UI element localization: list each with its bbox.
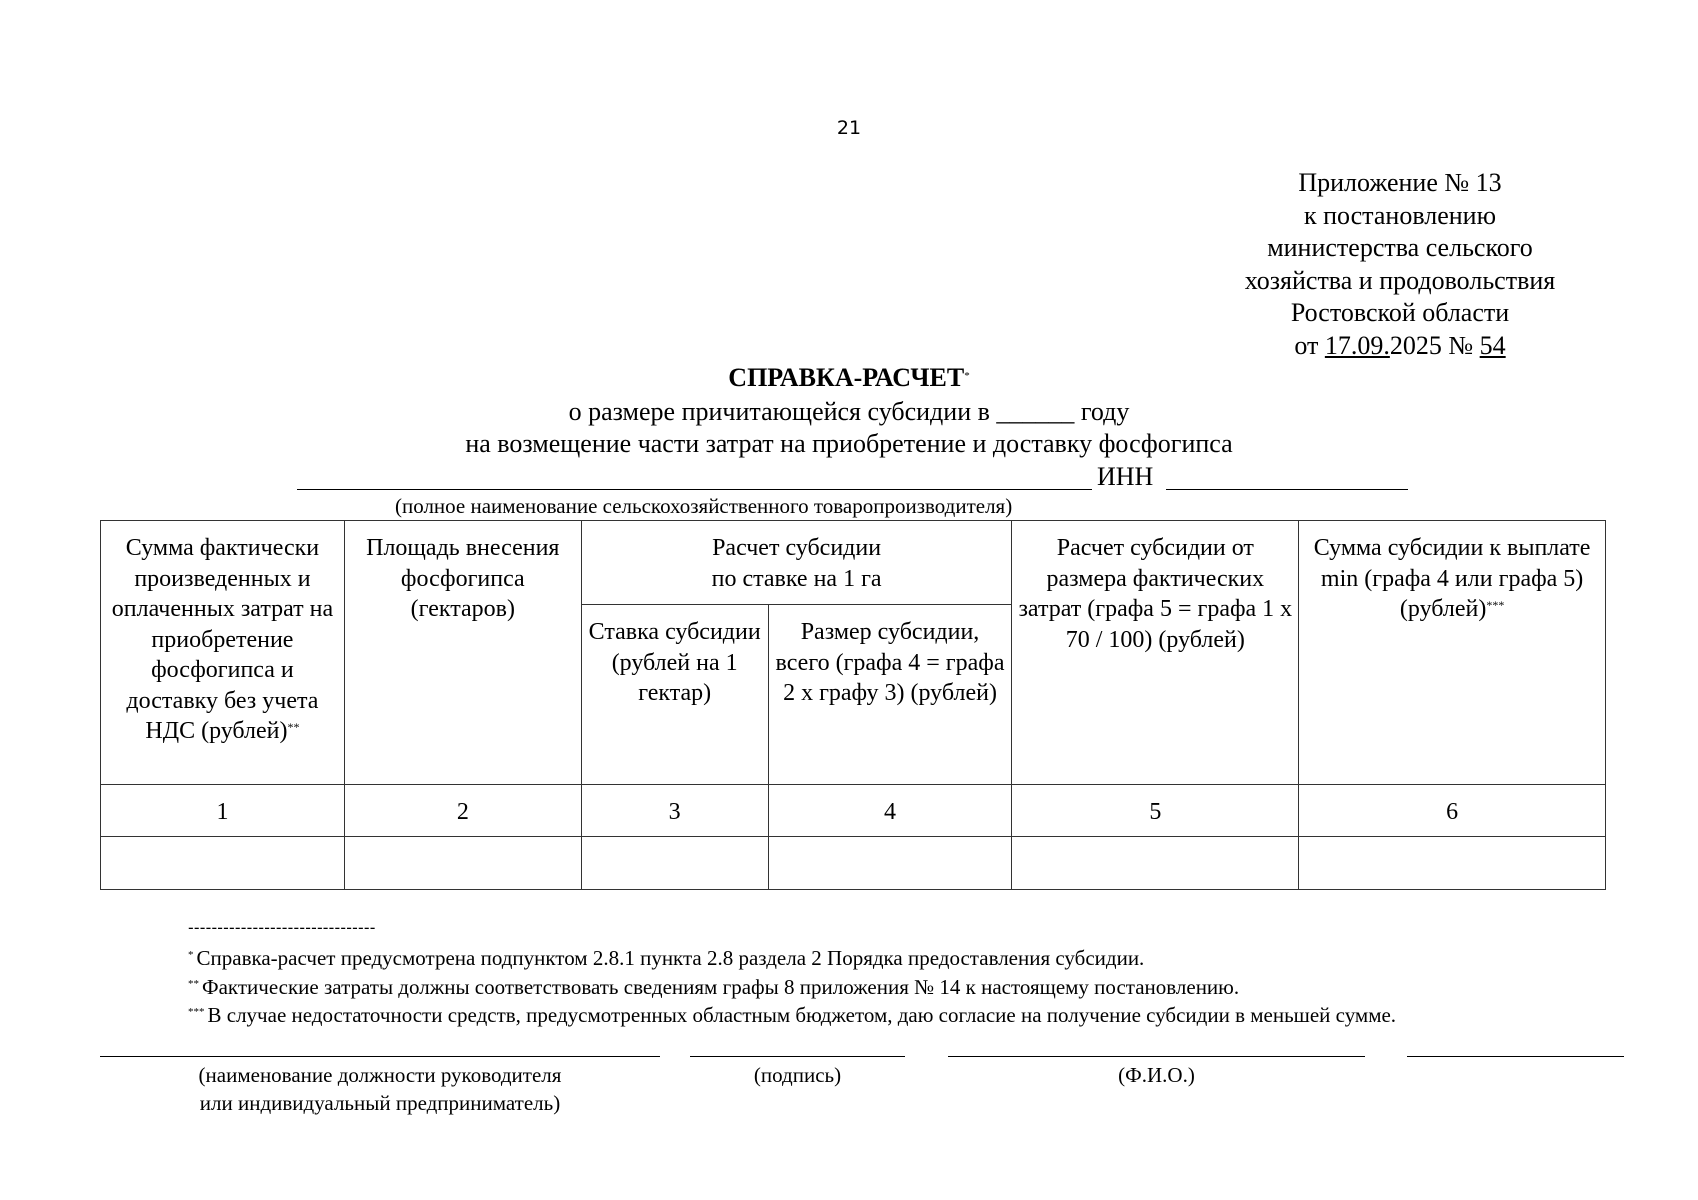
data-cell[interactable] xyxy=(768,837,1012,890)
subtitle-line-1: о размере причитающейся субсидии в ______ году xyxy=(568,397,1130,426)
header-group-rate xyxy=(581,521,1012,605)
data-cell[interactable] xyxy=(1012,837,1299,890)
subtitle-line-2: на возмещение части затрат на приобретение и доставку фосфогипса xyxy=(465,429,1233,458)
signature-caption: (подпись) xyxy=(753,1063,842,1087)
position-caption-line-2: или индивидуальный предприниматель) xyxy=(199,1091,561,1115)
page-number: 21 xyxy=(836,117,862,139)
title-footnote-mark: * xyxy=(964,370,970,382)
position-caption-line-1: (наименование должности руководителя xyxy=(198,1063,562,1087)
header-col-6-text: Сумма субсидии к выплате min (графа 4 или графа 5) (рублей) xyxy=(1313,535,1591,622)
data-cell[interactable] xyxy=(344,837,581,890)
footnote-3-text: В случае недостаточности средств, предусмотренных областным бюджетом, даю согласие на получение субсидии в меньшей сумме. xyxy=(207,1003,1397,1027)
header-col-4: Размер субсидии, всего (графа 4 = графа 2 х графу 3) (рублей) xyxy=(768,605,1012,785)
column-number: 4 xyxy=(768,785,1012,837)
signature-line[interactable] xyxy=(690,1056,905,1057)
column-number: 5 xyxy=(1012,785,1299,837)
organization-name-blank[interactable] xyxy=(297,465,1092,490)
data-cell[interactable] xyxy=(101,837,345,890)
appendix-line: Приложение № 13 xyxy=(1298,168,1502,197)
appendix-block xyxy=(1220,167,1580,363)
document-title xyxy=(0,363,1698,393)
fio-line[interactable] xyxy=(948,1056,1365,1057)
footnote-3-mark: *** xyxy=(188,1006,205,1018)
footnotes xyxy=(188,944,1396,1030)
column-number-row xyxy=(101,785,1606,837)
header-col-1-mark: ** xyxy=(287,720,300,734)
inn-label: ИНН xyxy=(1097,462,1154,491)
column-number: 3 xyxy=(581,785,768,837)
date-underlined: 17.09. xyxy=(1324,330,1390,360)
header-col-6-mark: *** xyxy=(1486,598,1505,612)
date-line[interactable] xyxy=(1407,1056,1624,1057)
title-text: СПРАВКА-РАСЧЕТ xyxy=(728,363,965,392)
header-col-6 xyxy=(1299,521,1606,785)
header-col-3: Ставка субсидии (рублей на 1 гектар) xyxy=(581,605,768,785)
header-col-1-text: Сумма фактически произведенных и оплаченных затрат на приобретение фосфогипса и доставку без учета НДС (рублей) xyxy=(111,535,334,744)
footnote-1-mark: * xyxy=(188,949,194,961)
organization-caption: (полное наименование сельскохозяйственного товаропроизводителя) xyxy=(395,494,1013,518)
footnote-separator: -------------------------------- xyxy=(188,918,376,937)
header-col-2: Площадь внесения фосфогипса (гектаров) xyxy=(344,521,581,785)
appendix-date-line xyxy=(1220,330,1580,363)
header-col-5: Расчет субсидии от размера фактических затрат (графа 5 = графа 1 х 70 / 100) (рублей) xyxy=(1012,521,1299,785)
appendix-line: Ростовской области xyxy=(1290,298,1510,328)
footnote-2-text: Фактические затраты должны соответствовать сведениям графы 8 приложения № 14 к настоящему постановлению. xyxy=(202,974,1240,999)
calculation-table xyxy=(100,520,1606,890)
group-header-line-1: Расчет субсидии xyxy=(712,535,882,561)
position-line[interactable] xyxy=(100,1056,660,1057)
footnote-1 xyxy=(188,944,1396,973)
appendix-line: хозяйства и продовольствия xyxy=(1244,265,1556,295)
inn-blank[interactable] xyxy=(1166,465,1408,490)
data-entry-row xyxy=(101,837,1606,890)
footnote-3 xyxy=(188,1001,1396,1030)
fio-caption: (Ф.И.О.) xyxy=(1118,1063,1195,1087)
group-header-line-2: по ставке на 1 га xyxy=(711,565,882,592)
date-year: 2025 № xyxy=(1389,330,1480,360)
footnote-2-mark: ** xyxy=(188,977,199,990)
column-number: 1 xyxy=(101,785,345,837)
header-col-1 xyxy=(101,521,345,785)
data-cell[interactable] xyxy=(581,837,768,890)
column-number: 2 xyxy=(344,785,581,837)
appendix-line: министерства сельского xyxy=(1267,233,1533,263)
date-prefix: от xyxy=(1294,330,1325,360)
appendix-line: к постановлению xyxy=(1303,200,1497,230)
footnote-2 xyxy=(188,973,1396,1002)
column-number: 6 xyxy=(1299,785,1606,837)
data-cell[interactable] xyxy=(1299,837,1606,890)
resolution-number: 54 xyxy=(1479,330,1506,360)
footnote-1-text: Справка-расчет предусмотрена подпунктом 2.8.1 пункта 2.8 раздела 2 Порядка предоставления субсидии. xyxy=(196,946,1145,970)
position-caption xyxy=(100,1061,660,1117)
